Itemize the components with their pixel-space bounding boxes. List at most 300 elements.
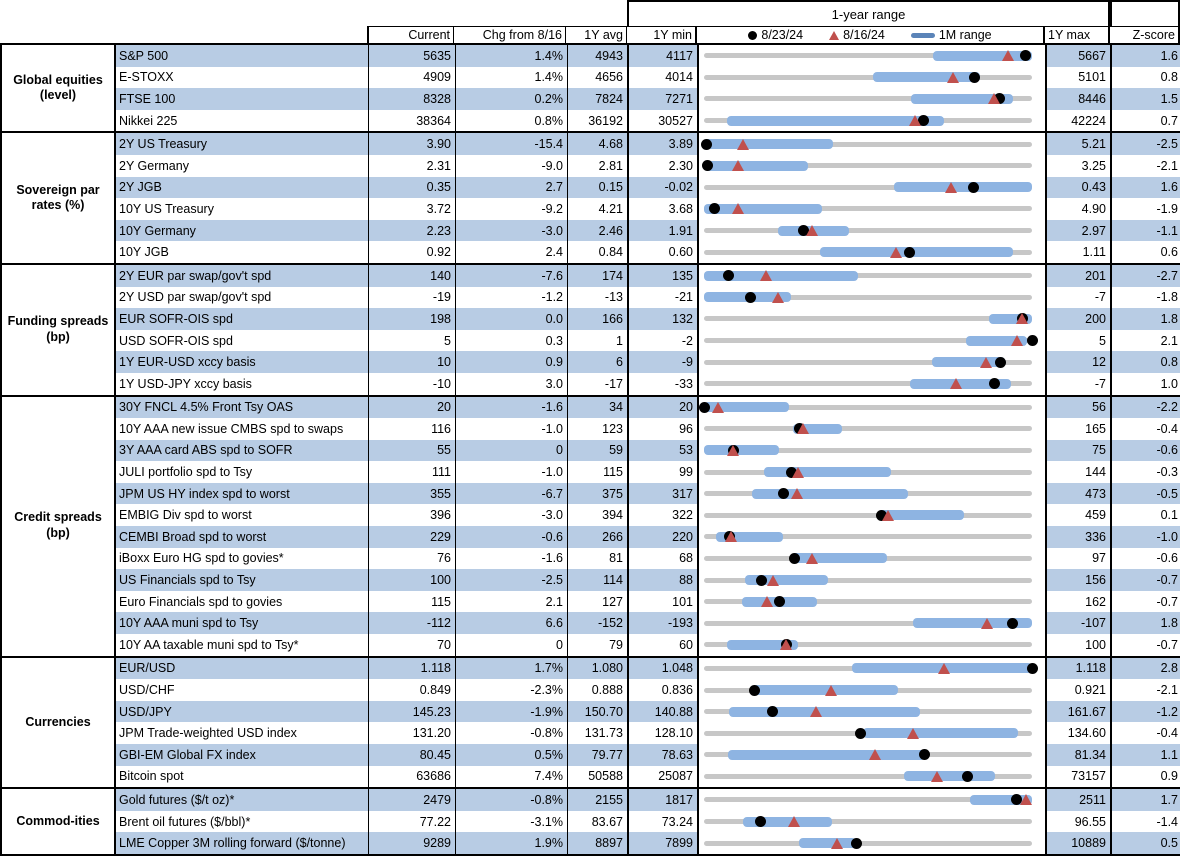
category-label: Currencies xyxy=(2,658,116,788)
range-chart xyxy=(699,110,1047,132)
current-value: 3.72 xyxy=(369,198,456,220)
current-value: 63686 xyxy=(369,766,456,788)
1y-avg-value: 127 xyxy=(568,591,629,613)
1y-max-value: 75 xyxy=(1047,440,1112,462)
1y-max-value: 73157 xyxy=(1047,766,1112,788)
1y-min-value: 53 xyxy=(629,440,699,462)
1y-avg-value: 1 xyxy=(568,330,629,352)
range-chart xyxy=(699,351,1047,373)
current-value: 111 xyxy=(369,461,456,483)
1y-min-value: 3.68 xyxy=(629,198,699,220)
1y-avg-value: 2.46 xyxy=(568,220,629,242)
prior-week-triangle xyxy=(947,72,959,83)
legend-item-1m-range xyxy=(911,28,992,42)
zscore-value: 1.6 xyxy=(1112,45,1180,67)
chg-from-816-value: -3.1% xyxy=(456,811,568,833)
zscore-value: -0.6 xyxy=(1112,440,1180,462)
1y-avg-value: 114 xyxy=(568,569,629,591)
1y-max-value: 2.97 xyxy=(1047,220,1112,242)
row-label: JPM US HY index spd to worst xyxy=(116,483,369,505)
1m-range-bar xyxy=(799,838,855,848)
1y-max-value: 81.34 xyxy=(1047,744,1112,766)
chart-legend xyxy=(697,26,1045,43)
chg-from-816-value: -7.6 xyxy=(456,265,568,287)
1y-avg-value: -152 xyxy=(568,612,629,634)
1y-avg-value: 36192 xyxy=(568,110,629,132)
prior-week-triangle xyxy=(727,445,739,456)
current-value: 355 xyxy=(369,483,456,505)
chg-from-816-value: 2.4 xyxy=(456,241,568,263)
current-level-dot xyxy=(995,357,1006,368)
chg-from-816-value: 0.8% xyxy=(456,110,568,132)
1y-min-value: 25087 xyxy=(629,766,699,788)
row-label: 10Y JGB xyxy=(116,241,369,263)
zscore-value: -1.1 xyxy=(1112,220,1180,242)
chg-from-816-value: 0.3 xyxy=(456,330,568,352)
1y-avg-value: 266 xyxy=(568,526,629,548)
prior-week-triangle xyxy=(806,225,818,236)
1y-min-value: -33 xyxy=(629,373,699,395)
row-label: US Financials spd to Tsy xyxy=(116,569,369,591)
range-chart xyxy=(699,634,1047,656)
range-chart xyxy=(699,241,1047,263)
1m-range-bar xyxy=(820,247,1013,257)
zscore-value: 1.0 xyxy=(1112,373,1180,395)
current-value: 229 xyxy=(369,526,456,548)
1y-min-value: 101 xyxy=(629,591,699,613)
1y-min-value: 96 xyxy=(629,418,699,440)
1y-avg-value: 4943 xyxy=(568,45,629,67)
1y-min-value: 317 xyxy=(629,483,699,505)
current-value: 80.45 xyxy=(369,744,456,766)
one-year-range-group-header: 1-year range xyxy=(627,0,1110,26)
legend-label: 8/16/24 xyxy=(843,28,885,42)
current-value: 116 xyxy=(369,418,456,440)
current-value: 140 xyxy=(369,265,456,287)
1y-avg-value: 79.77 xyxy=(568,744,629,766)
1m-range-bar xyxy=(728,750,925,760)
prior-week-triangle xyxy=(772,292,784,303)
1y-avg-value: 34 xyxy=(568,397,629,419)
range-chart xyxy=(699,811,1047,833)
prior-week-triangle xyxy=(712,402,724,413)
1y-min-value: 4014 xyxy=(629,67,699,89)
current-value: 5 xyxy=(369,330,456,352)
row-label: JULI portfolio spd to Tsy xyxy=(116,461,369,483)
zscore-value: 0.1 xyxy=(1112,504,1180,526)
prior-week-triangle xyxy=(761,596,773,607)
1y-avg-value: 4656 xyxy=(568,67,629,89)
row-label: 10Y US Treasury xyxy=(116,198,369,220)
1y-avg-value: 8897 xyxy=(568,832,629,854)
1y-min-value: 2.30 xyxy=(629,155,699,177)
1y-max-value: 200 xyxy=(1047,308,1112,330)
zscore-value: -2.5 xyxy=(1112,133,1180,155)
chg-from-816-value: -0.8% xyxy=(456,789,568,811)
zscore-value: -2.7 xyxy=(1112,265,1180,287)
1y-min-value: -21 xyxy=(629,287,699,309)
1y-min-value: 3.89 xyxy=(629,133,699,155)
header-spacer xyxy=(0,26,367,43)
chg-from-816-value: -1.9% xyxy=(456,701,568,723)
current-level-dot xyxy=(1027,663,1038,674)
row-label: 10Y AAA muni spd to Tsy xyxy=(116,612,369,634)
zscore-value: 0.7 xyxy=(1112,110,1180,132)
1y-avg-value: -13 xyxy=(568,287,629,309)
zscore-value: -0.4 xyxy=(1112,418,1180,440)
range-chart xyxy=(699,569,1047,591)
current-level-dot xyxy=(756,575,767,586)
current-value: 145.23 xyxy=(369,701,456,723)
current-value: 0.35 xyxy=(369,177,456,199)
1y-max-value: 3.25 xyxy=(1047,155,1112,177)
1y-min-value: 220 xyxy=(629,526,699,548)
1y-min-value: 0.836 xyxy=(629,679,699,701)
range-chart xyxy=(699,658,1047,680)
row-label: LME Copper 3M rolling forward ($/tonne) xyxy=(116,832,369,854)
zscore-value: 0.8 xyxy=(1112,67,1180,89)
1y-min-value: 60 xyxy=(629,634,699,656)
current-level-dot xyxy=(755,816,766,827)
1y-min-value: 30527 xyxy=(629,110,699,132)
chg-from-816-value: 1.9% xyxy=(456,832,568,854)
1y-max-value: 162 xyxy=(1047,591,1112,613)
row-label: 10Y Germany xyxy=(116,220,369,242)
prior-week-triangle xyxy=(831,838,843,849)
chg-from-816-value: -2.3% xyxy=(456,679,568,701)
zscore-value: -1.9 xyxy=(1112,198,1180,220)
1y-range-track xyxy=(704,426,1032,431)
row-label: 2Y US Treasury xyxy=(116,133,369,155)
current-value: -10 xyxy=(369,373,456,395)
1y-avg-value: 375 xyxy=(568,483,629,505)
prior-week-triangle xyxy=(810,706,822,717)
current-level-dot xyxy=(851,838,862,849)
range-chart xyxy=(699,265,1047,287)
range-chart xyxy=(699,133,1047,155)
row-label: USD/JPY xyxy=(116,701,369,723)
legend-item-current-date xyxy=(748,28,803,42)
header-row-top xyxy=(0,0,1180,26)
legend-label: 1M range xyxy=(938,28,992,42)
current-level-dot xyxy=(969,72,980,83)
1y-max-value: 134.60 xyxy=(1047,722,1112,744)
zscore-value: -0.6 xyxy=(1112,548,1180,570)
row-label: Euro Financials spd to govies xyxy=(116,591,369,613)
1y-min-value: 322 xyxy=(629,504,699,526)
range-chart xyxy=(699,177,1047,199)
row-label: 2Y Germany xyxy=(116,155,369,177)
1y-avg-value: 0.15 xyxy=(568,177,629,199)
zscore-value: -0.7 xyxy=(1112,569,1180,591)
current-level-dot xyxy=(1020,50,1031,61)
current-level-dot xyxy=(749,685,760,696)
1y-min-value: 99 xyxy=(629,461,699,483)
1y-max-value: -107 xyxy=(1047,612,1112,634)
current-value: -19 xyxy=(369,287,456,309)
1y-max-value: 201 xyxy=(1047,265,1112,287)
prior-week-triangle xyxy=(725,531,737,542)
row-label: USD SOFR-OIS spd xyxy=(116,330,369,352)
1y-range-track xyxy=(704,841,1032,846)
prior-week-triangle xyxy=(792,467,804,478)
1y-min-value: -9 xyxy=(629,351,699,373)
row-label: 1Y USD-JPY xccy basis xyxy=(116,373,369,395)
prior-week-triangle xyxy=(1002,50,1014,61)
chg-from-816-value: -15.4 xyxy=(456,133,568,155)
current-value: 198 xyxy=(369,308,456,330)
chg-from-816-value: -0.8% xyxy=(456,722,568,744)
zscore-value: 0.6 xyxy=(1112,241,1180,263)
chg-from-816-value: -6.7 xyxy=(456,483,568,505)
range-chart xyxy=(699,832,1047,854)
current-value: 0.849 xyxy=(369,679,456,701)
1y-max-value: 156 xyxy=(1047,569,1112,591)
chg-from-816-value: 6.6 xyxy=(456,612,568,634)
1y-avg-value: 394 xyxy=(568,504,629,526)
prior-week-triangle xyxy=(797,423,809,434)
1y-min-value: 140.88 xyxy=(629,701,699,723)
1y-max-value: 4.90 xyxy=(1047,198,1112,220)
1y-avg-value: 83.67 xyxy=(568,811,629,833)
chg-from-816-value: 1.4% xyxy=(456,45,568,67)
row-label: Brent oil futures ($/bbl)* xyxy=(116,811,369,833)
range-chart xyxy=(699,526,1047,548)
category-label: Sovereign par rates (%) xyxy=(2,133,116,263)
current-value: 115 xyxy=(369,591,456,613)
current-value: 55 xyxy=(369,440,456,462)
prior-week-triangle xyxy=(907,728,919,739)
1y-range-track xyxy=(704,228,1032,233)
prior-week-triangle xyxy=(938,663,950,674)
black-dot-icon xyxy=(748,31,757,40)
current-level-dot xyxy=(855,728,866,739)
chg-from-816-value: -3.0 xyxy=(456,504,568,526)
1m-range-bar xyxy=(704,139,833,149)
row-label: 3Y AAA card ABS spd to SOFR xyxy=(116,440,369,462)
current-level-dot xyxy=(919,749,930,760)
zscore-value: -0.7 xyxy=(1112,591,1180,613)
current-level-dot xyxy=(962,771,973,782)
1y-min-value: 68 xyxy=(629,548,699,570)
header-row-columns xyxy=(0,26,1180,43)
1y-min-value: 132 xyxy=(629,308,699,330)
1m-range-bar xyxy=(894,182,1032,192)
1y-min-value: 1817 xyxy=(629,789,699,811)
1y-max-value: 5.21 xyxy=(1047,133,1112,155)
category-label: Funding spreads (bp) xyxy=(2,265,116,395)
row-label: E-STOXX xyxy=(116,67,369,89)
chg-from-816-value: 0 xyxy=(456,634,568,656)
range-chart xyxy=(699,88,1047,110)
chg-from-816-value: -3.0 xyxy=(456,220,568,242)
chg-from-816-value: 1.7% xyxy=(456,658,568,680)
chg-from-816-value: 1.4% xyxy=(456,67,568,89)
prior-week-triangle xyxy=(988,93,1000,104)
1y-max-value: 10889 xyxy=(1047,832,1112,854)
range-chart xyxy=(699,155,1047,177)
range-chart xyxy=(699,461,1047,483)
1y-max-value: 96.55 xyxy=(1047,811,1112,833)
1y-min-value: 73.24 xyxy=(629,811,699,833)
zscore-value: -1.2 xyxy=(1112,701,1180,723)
1y-avg-value: 115 xyxy=(568,461,629,483)
zscore-value: -2.2 xyxy=(1112,397,1180,419)
zscore-value: 1.8 xyxy=(1112,308,1180,330)
1y-max-value: 161.67 xyxy=(1047,701,1112,723)
1y-avg-value: 2155 xyxy=(568,789,629,811)
col-header-zscore: Z-score xyxy=(1110,26,1180,43)
1m-range-bar xyxy=(752,489,908,499)
1y-max-value: 473 xyxy=(1047,483,1112,505)
current-value: 38364 xyxy=(369,110,456,132)
1y-max-value: 8446 xyxy=(1047,88,1112,110)
1y-max-value: 0.43 xyxy=(1047,177,1112,199)
current-value: 2.23 xyxy=(369,220,456,242)
1y-range-track xyxy=(704,75,1032,80)
row-label: USD/CHF xyxy=(116,679,369,701)
prior-week-triangle xyxy=(788,816,800,827)
range-chart xyxy=(699,373,1047,395)
1y-max-value: 5 xyxy=(1047,330,1112,352)
row-label: EUR SOFR-OIS spd xyxy=(116,308,369,330)
prior-week-triangle xyxy=(882,510,894,521)
prior-week-triangle xyxy=(890,247,902,258)
prior-week-triangle xyxy=(945,182,957,193)
1m-range-bar xyxy=(704,445,779,455)
range-chart xyxy=(699,198,1047,220)
chg-from-816-value: 0.9 xyxy=(456,351,568,373)
section-currencies xyxy=(2,656,1178,788)
current-value: 20 xyxy=(369,397,456,419)
1y-max-value: 42224 xyxy=(1047,110,1112,132)
current-value: 76 xyxy=(369,548,456,570)
prior-week-triangle xyxy=(1020,794,1032,805)
prior-week-triangle xyxy=(869,749,881,760)
col-header-current: Current xyxy=(367,26,454,43)
range-chart xyxy=(699,287,1047,309)
row-label: Bitcoin spot xyxy=(116,766,369,788)
1y-max-value: -7 xyxy=(1047,373,1112,395)
1y-max-value: 100 xyxy=(1047,634,1112,656)
prior-week-triangle xyxy=(950,378,962,389)
range-chart xyxy=(699,67,1047,89)
range-chart xyxy=(699,766,1047,788)
1y-avg-value: 2.81 xyxy=(568,155,629,177)
row-label: CEMBI Broad spd to worst xyxy=(116,526,369,548)
range-chart xyxy=(699,701,1047,723)
1y-max-value: 5667 xyxy=(1047,45,1112,67)
chg-from-816-value: 0.2% xyxy=(456,88,568,110)
current-value: 2.31 xyxy=(369,155,456,177)
range-chart xyxy=(699,308,1047,330)
current-level-dot xyxy=(968,182,979,193)
prior-week-triangle xyxy=(732,203,744,214)
1y-avg-value: 166 xyxy=(568,308,629,330)
range-chart xyxy=(699,722,1047,744)
current-level-dot xyxy=(789,553,800,564)
1m-range-bar xyxy=(704,204,822,214)
row-label: 2Y JGB xyxy=(116,177,369,199)
table-body xyxy=(0,43,1180,856)
1y-min-value: -0.02 xyxy=(629,177,699,199)
row-label: EMBIG Div spd to worst xyxy=(116,504,369,526)
col-header-chg-from-816: Chg from 8/16 xyxy=(454,26,566,43)
current-level-dot xyxy=(774,596,785,607)
current-value: 131.20 xyxy=(369,722,456,744)
1y-max-value: 1.11 xyxy=(1047,241,1112,263)
chg-from-816-value: -2.5 xyxy=(456,569,568,591)
chg-from-816-value: 2.7 xyxy=(456,177,568,199)
row-label: 10Y AAA new issue CMBS spd to swaps xyxy=(116,418,369,440)
1y-min-value: -193 xyxy=(629,612,699,634)
current-level-dot xyxy=(701,139,712,150)
section-global-equities-level xyxy=(2,45,1178,131)
1y-avg-value: 59 xyxy=(568,440,629,462)
1y-min-value: 128.10 xyxy=(629,722,699,744)
range-chart xyxy=(699,679,1047,701)
row-label: S&P 500 xyxy=(116,45,369,67)
1y-avg-value: 131.73 xyxy=(568,722,629,744)
zscore-value: -1.4 xyxy=(1112,811,1180,833)
1y-max-value: 5101 xyxy=(1047,67,1112,89)
zscore-value: -0.7 xyxy=(1112,634,1180,656)
1m-range-bar xyxy=(863,728,1018,738)
1y-min-value: 1.91 xyxy=(629,220,699,242)
zscore-value: 1.6 xyxy=(1112,177,1180,199)
row-label: iBoxx Euro HG spd to govies* xyxy=(116,548,369,570)
prior-week-triangle xyxy=(1016,313,1028,324)
current-value: 1.118 xyxy=(369,658,456,680)
prior-week-triangle xyxy=(1011,335,1023,346)
current-level-dot xyxy=(1027,335,1038,346)
section-funding-spreads-bp xyxy=(2,263,1178,395)
row-label: FTSE 100 xyxy=(116,88,369,110)
1y-avg-value: 0.84 xyxy=(568,241,629,263)
1y-min-value: 78.63 xyxy=(629,744,699,766)
row-label: 2Y EUR par swap/gov't spd xyxy=(116,265,369,287)
current-value: 4909 xyxy=(369,67,456,89)
zscore-value: 2.1 xyxy=(1112,330,1180,352)
col-header-1y-max: 1Y max xyxy=(1045,26,1110,43)
current-value: 3.90 xyxy=(369,133,456,155)
prior-week-triangle xyxy=(825,685,837,696)
range-chart xyxy=(699,397,1047,419)
range-chart xyxy=(699,45,1047,67)
prior-week-triangle xyxy=(780,639,792,650)
1y-avg-value: 4.21 xyxy=(568,198,629,220)
1y-min-value: -2 xyxy=(629,330,699,352)
range-chart xyxy=(699,789,1047,811)
chg-from-816-value: -1.6 xyxy=(456,397,568,419)
1y-min-value: 20 xyxy=(629,397,699,419)
chg-from-816-value: -1.6 xyxy=(456,548,568,570)
chg-from-816-value: -9.0 xyxy=(456,155,568,177)
current-value: 2479 xyxy=(369,789,456,811)
zscore-value: -0.4 xyxy=(1112,722,1180,744)
zscore-value: 1.8 xyxy=(1112,612,1180,634)
zscore-value: 0.8 xyxy=(1112,351,1180,373)
category-label: Commod-ities xyxy=(2,789,116,854)
prior-week-triangle xyxy=(931,771,943,782)
1m-range-bar xyxy=(873,72,980,82)
row-label: 1Y EUR-USD xccy basis xyxy=(116,351,369,373)
section-credit-spreads-bp xyxy=(2,395,1178,656)
prior-week-triangle xyxy=(732,160,744,171)
current-level-dot xyxy=(989,378,1000,389)
range-chart xyxy=(699,483,1047,505)
chg-from-816-value: 0.0 xyxy=(456,308,568,330)
